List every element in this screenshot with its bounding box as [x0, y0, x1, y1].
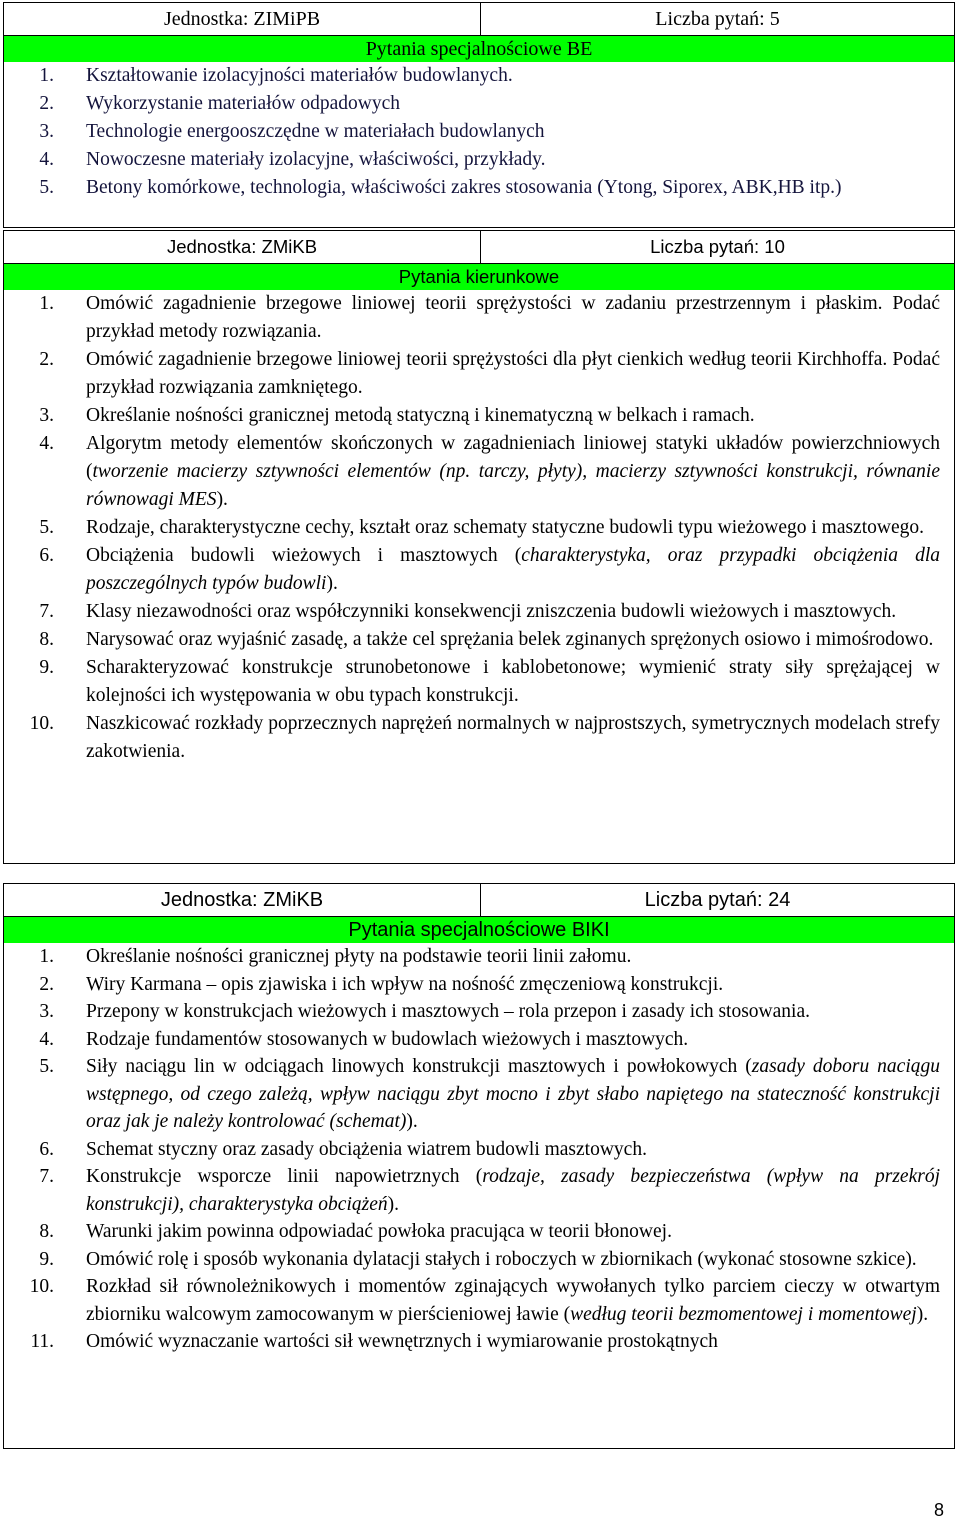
question-item: [4, 514, 954, 542]
question-text-end: ).: [406, 1111, 418, 1132]
unit-block-zmikb-biki: [3, 883, 955, 1449]
question-text-italic: zasady doboru naciągu wstępnego, od czego zależą, wpływ naciągu zbyt mocno i zbyt słabo napiętego na stateczność konstrukcji oraz jak je należy kontrolować (schemat): [86, 1056, 941, 1132]
question-text: Konstrukcje wsporcze linii napowietrznych (: [86, 1166, 483, 1187]
question-text: Przepony w konstrukcjach wieżowych i masztowych – rola przepon i zasady ich stosowania.: [86, 1001, 810, 1022]
question-text: Rozkład sił równoleżnikowych i momentów zginających wywołanych tylko parciem cieczy w otwartym zbiorniku walcowym zamocowanym w pierścieniowej ławie (: [86, 1276, 940, 1325]
question-number: 5.: [39, 1056, 54, 1077]
question-text: Siły naciągu lin w odciągach linowych konstrukcji masztowych i powłokowych (: [86, 1056, 752, 1077]
question-number: 5.: [39, 177, 54, 198]
question-item: [4, 62, 954, 90]
question-item: [4, 1053, 954, 1136]
question-number: 4.: [39, 1028, 54, 1050]
unit-block-zmikb-kierunkowe: [3, 230, 955, 864]
question-item: [4, 598, 954, 626]
question-number: 3.: [39, 1001, 54, 1022]
question-item: [4, 90, 954, 118]
question-text: Schemat styczny oraz zasady obciążenia wiatrem budowli masztowych.: [86, 1138, 647, 1160]
question-number: 3.: [39, 405, 54, 426]
question-text: Określanie nośności granicznej płyty na podstawie teorii linii załomu.: [86, 946, 632, 967]
unit-label: Jednostka: ZIMiPB: [4, 3, 481, 35]
page-number: 8: [933, 1500, 944, 1520]
question-item: [4, 290, 954, 346]
question-item: [4, 943, 954, 971]
question-item: [4, 542, 954, 598]
question-item: [4, 1026, 954, 1054]
question-item: [4, 402, 954, 430]
question-text: Nowoczesne materiały izolacyjne, właściwości, przykłady.: [86, 149, 546, 170]
question-text: Omówić zagadnienie brzegowe liniowej teorii sprężystości dla płyt cienkich według teorii Kirchhoffa. Podać przykład rozwiązania zamkniętego.: [86, 349, 940, 398]
unit-header: [4, 3, 954, 36]
question-number: 11.: [30, 1331, 54, 1352]
question-number: 5.: [39, 517, 54, 538]
question-item: [4, 430, 954, 514]
question-text-end: ).: [216, 489, 228, 510]
section-title: Pytania specjalnościowe BE: [4, 36, 954, 62]
question-number: 6.: [39, 545, 54, 566]
question-text: Wykorzystanie materiałów odpadowych: [86, 93, 400, 114]
question-text: Omówić wyznaczanie wartości sił wewnętrznych i wymiarowanie prostokątnych: [86, 1331, 718, 1352]
unit-block-zimipb: [3, 2, 955, 228]
question-item: [4, 1218, 954, 1246]
question-text-end: ).: [326, 573, 338, 594]
question-count-label: Liczba pytań: 5: [655, 8, 780, 30]
question-item: [4, 710, 954, 766]
question-text-italic: rodzaje, zasady bezpieczeństwa (wpływ na przekrój konstrukcji), charakterystyka obciążeń: [86, 1166, 940, 1215]
question-text-italic: tworzenie macierzy sztywności elementów (np. tarczy, płyty), macierzy sztywności konstrukcji, równanie równowagi MES: [86, 461, 940, 510]
question-text-italic: charakterystyka, oraz przypadki obciążenia dla poszczególnych typów budowli: [86, 545, 941, 594]
question-text-end: ).: [916, 1303, 929, 1325]
question-number: 2.: [39, 973, 54, 995]
question-item: [4, 118, 954, 146]
question-item: [4, 1246, 954, 1274]
unit-header: [4, 231, 954, 264]
question-item: [4, 1163, 954, 1218]
question-text: Algorytm metody elementów skończonych w zagadnieniach liniowej statyki układów powierzchniowych (: [86, 433, 940, 482]
question-number: 10.: [29, 1276, 54, 1297]
question-item: [4, 626, 954, 654]
question-number: 2.: [39, 349, 54, 370]
question-number: 6.: [39, 1138, 54, 1160]
question-text: Warunki jakim powinna odpowiadać powłoka pracująca w teorii błonowej.: [86, 1221, 672, 1242]
section-title: Pytania specjalnościowe BIKI: [4, 917, 954, 943]
question-text: Wiry Karmana – opis zjawiska i ich wpływ na nośność zmęczeniową konstrukcji.: [86, 973, 724, 995]
question-number: 4.: [39, 149, 54, 170]
question-item: [4, 346, 954, 402]
question-item: [4, 971, 954, 999]
question-number: 8.: [39, 1221, 54, 1242]
question-item: [4, 174, 954, 202]
section-title: Pytania kierunkowe: [4, 264, 954, 290]
question-list: [4, 62, 954, 202]
question-number: 8.: [39, 629, 54, 650]
unit-label: Jednostka: ZMiKB: [4, 884, 481, 916]
question-text: Omówić zagadnienie brzegowe liniowej teorii sprężystości w zadaniu przestrzennym i płaskim. Podać przykład metody rozwiązania.: [86, 293, 940, 342]
question-text: Naszkicować rozkłady poprzecznych naprężeń normalnych w najprostszych, symetrycznych modelach strefy zakotwienia.: [86, 713, 940, 762]
question-number: 1.: [39, 293, 54, 314]
question-item: [4, 654, 954, 710]
question-number: 4.: [39, 433, 54, 454]
question-item: [4, 998, 954, 1026]
question-number: 1.: [39, 946, 54, 967]
question-text: Określanie nośności granicznej metodą statyczną i kinematyczną w belkach i ramach.: [86, 405, 755, 426]
question-text-end: ).: [387, 1193, 399, 1215]
question-number: 9.: [39, 657, 54, 678]
question-text: Narysować oraz wyjaśnić zasadę, a także cel sprężania belek zginanych sprężonych osiowo i mimośrodowo.: [86, 629, 934, 650]
question-number: 7.: [39, 601, 54, 622]
question-list: [4, 290, 954, 766]
question-text: Klasy niezawodności oraz współczynniki konsekwencji zniszczenia budowli wieżowych i masztowych.: [86, 601, 897, 622]
question-number: 7.: [39, 1166, 54, 1187]
question-text: Omówić rolę i sposób wykonania dylatacji stałych i roboczych w zbiornikach (wykonać stosowne szkice).: [86, 1248, 917, 1270]
question-text-italic: według teorii bezmomentowej i momentowej: [570, 1303, 917, 1325]
question-item: [4, 1328, 954, 1356]
question-item: [4, 146, 954, 174]
question-list: [4, 943, 954, 1356]
question-text: Betony komórkowe, technologia, właściwości zakres stosowania (Ytong, Siporex, ABK,HB itp.): [86, 177, 842, 198]
question-text: Rodzaje, charakterystyczne cechy, kształt oraz schematy statyczne budowli typu wieżowego i masztowego.: [86, 517, 924, 538]
question-number: 3.: [39, 121, 54, 142]
question-text: Obciążenia budowli wieżowych i masztowych (: [86, 545, 522, 566]
question-text: Rodzaje fundamentów stosowanych w budowlach wieżowych i masztowych.: [86, 1028, 689, 1050]
question-count-label: Liczba pytań: 10: [650, 236, 785, 257]
unit-label: Jednostka: ZMiKB: [4, 231, 481, 263]
question-text: Technologie energooszczędne w materiałach budowlanych: [86, 121, 545, 142]
question-number: 10.: [29, 713, 54, 734]
question-text: Scharakteryzować konstrukcje strunobetonowe i kablobetonowe; wymienić straty siły sprężającej w kolejności ich występowania w obu typach konstrukcji.: [86, 657, 940, 706]
question-number: 1.: [39, 65, 54, 86]
unit-header: [4, 884, 954, 917]
question-text: Kształtowanie izolacyjności materiałów budowlanych.: [86, 65, 513, 86]
question-number: 9.: [39, 1248, 54, 1270]
question-item: [4, 1136, 954, 1164]
question-item: [4, 1273, 954, 1328]
question-count-label: Liczba pytań: 24: [644, 889, 791, 911]
question-number: 2.: [39, 93, 54, 114]
